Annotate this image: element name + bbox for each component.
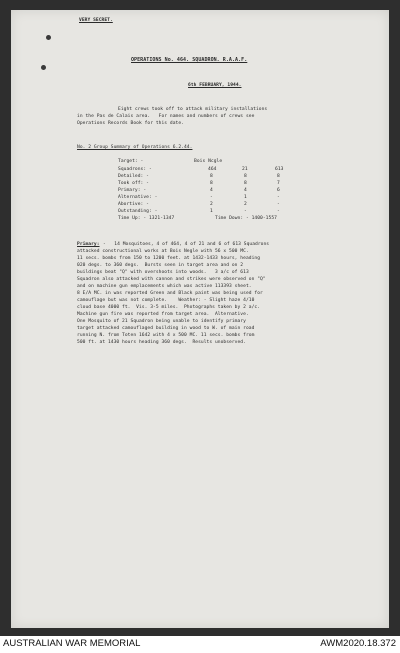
row-value: 8 <box>244 174 247 179</box>
row-value: 2 <box>210 202 213 207</box>
row-value: 1 <box>210 209 213 214</box>
primary-line: buildings beat "Q" with overshoots into woods. 3 a/c of 613 <box>77 270 249 275</box>
primary-line: and on machine gun emplacements which was active 113393 sheet. <box>77 284 252 289</box>
time-down: Time Down: - 1400-1557 <box>215 216 277 221</box>
primary-line: - 14 Mosquitoes, 4 of 464, 4 of 21 and 6 of 613 Squadrons <box>103 242 270 247</box>
summary-heading: No. 2 Group Summary of Operations 6.2.44. <box>77 145 193 150</box>
row-value: 2 <box>244 202 247 207</box>
primary-line: target attacked camouflaged building in wood to W. of main road <box>77 326 255 331</box>
time-up: Time Up: - 1321-1347 <box>118 216 175 221</box>
row-value: 4 <box>244 188 247 193</box>
row-label: Primary: - <box>118 188 147 193</box>
row-label: Outstanding: - <box>118 209 158 214</box>
row-label: Squadrons: - <box>118 167 152 172</box>
row-value: 8 <box>244 181 247 186</box>
primary-line: 8 E/A MC. in was reported Green and Black paint was being used for <box>77 291 263 296</box>
primary-line: cloud base 4000 ft. Vis. 3-5 miles. Photographs taken by 2 a/c. <box>77 305 261 310</box>
row-value: 6 <box>277 188 280 193</box>
primary-label: Primary: <box>77 242 100 247</box>
footer-accession-number: AWM2020.18.372 <box>320 638 396 649</box>
primary-line: running N. from Toten 1642 with 4 x 500 MC. 11 secs. bombs from <box>77 333 255 338</box>
row-value: 464 <box>208 167 217 172</box>
row-value: 7 <box>277 181 280 186</box>
primary-line: 500 ft. at 1430 hours heading 360 degs. Results unobserved. <box>77 340 246 345</box>
row-value: 21 <box>242 167 248 172</box>
row-value: - <box>277 202 280 207</box>
target-label: Target: - <box>118 159 144 164</box>
primary-line: Machine gun fire was reported from target area. Alternative. <box>77 312 249 317</box>
row-value: - <box>244 209 247 214</box>
intro-line-1: Eight crews took off to attack military installations <box>118 107 268 112</box>
row-label: Abortive: - <box>118 202 149 207</box>
punch-hole-top <box>46 35 51 40</box>
row-value: 4 <box>210 188 213 193</box>
primary-line: 020 degs. to 360 degs. Bursts seen in target area and on 2 <box>77 263 244 268</box>
row-label: Alternative: - <box>118 195 158 200</box>
primary-line: Squadron also attacked with cannon and strikes were observed on "Q" <box>77 277 266 282</box>
row-value: 613 <box>275 167 284 172</box>
security-mark: VERY SECRET. <box>79 18 113 23</box>
document-date: 6th FEBRUARY, 1944. <box>188 83 242 88</box>
punch-hole-bottom <box>41 65 46 70</box>
primary-line: 11 secs. bombs from 150 to 1200 feet. at 1432-1433 hours, heading <box>77 256 261 261</box>
primary-line: attacked constructional works at Bois Negle with 56 x 500 MC. <box>77 249 249 254</box>
primary-line: One Mosquito of 21 Squadron being unable to identify primary <box>77 319 246 324</box>
intro-line-3: Operations Records Book for this date. <box>77 121 184 126</box>
row-value: - <box>277 195 280 200</box>
row-value: - <box>277 209 280 214</box>
row-value: 1 <box>244 195 247 200</box>
document-title: OPERATIONS No. 464. SQUADRON. R.A.A.F. <box>131 57 248 63</box>
row-label: Detailed: - <box>118 174 149 179</box>
row-value: 8 <box>210 174 213 179</box>
row-label: Took off: - <box>118 181 149 186</box>
row-value: 8 <box>277 174 280 179</box>
target-value: Bois Ncgle <box>194 159 223 164</box>
row-value: 8 <box>210 181 213 186</box>
intro-line-2: in the Pas de Calais area. For names and numbers of crews see <box>77 114 255 119</box>
footer-institution: AUSTRALIAN WAR MEMORIAL <box>3 638 141 649</box>
primary-line: camouflage but was not complete. Weather: - Slight haze 4/10 <box>77 298 255 303</box>
row-value: - <box>210 195 213 200</box>
document-page <box>11 10 389 628</box>
